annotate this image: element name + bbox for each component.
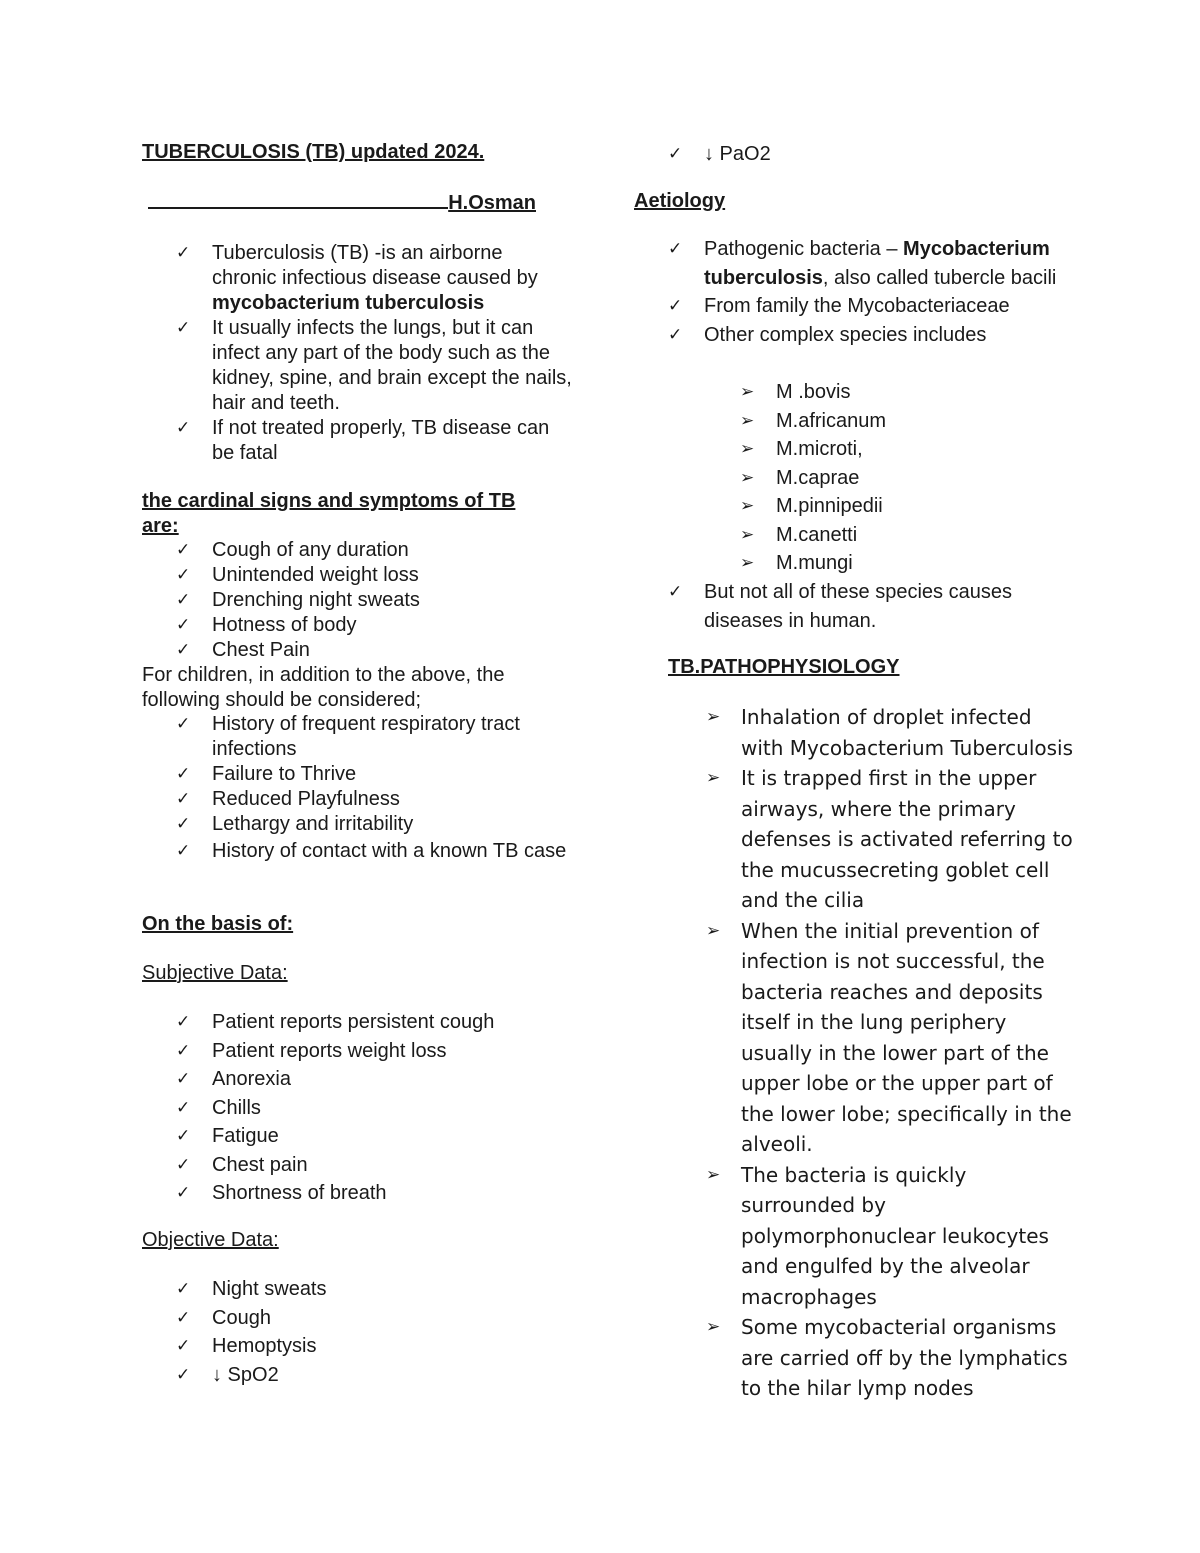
- list-item: ✓ From family the Mycobacteriaceae: [634, 292, 1074, 321]
- pathophysiology-heading: TB.PATHOPHYSIOLOGY: [668, 656, 900, 678]
- check-mark-icon: ✓: [176, 318, 191, 338]
- list-item: ✓ Patient reports persistent cough: [142, 1008, 572, 1037]
- list-item: ✓ Chest pain: [142, 1151, 572, 1180]
- list-item: ✓ If not treated properly, TB disease can be fatal: [176, 417, 550, 464]
- aetiology-list: [634, 235, 1074, 349]
- arrow-bullet-icon: ➢: [706, 1164, 721, 1185]
- check-mark-icon: ✓: [176, 640, 191, 660]
- list-item: ➢ The bacteria is quickly surrounded by polymorphonuclear leukocytes and engulfed by the alveolar macrophages: [634, 1160, 1074, 1313]
- children-note: For children, in addition to the above, the following should be considered;: [142, 664, 505, 711]
- list-item: ✓ History of contact with a known TB case: [142, 837, 572, 865]
- list-item: ✓ Hemoptysis: [142, 1332, 572, 1361]
- arrow-bullet-icon: ➢: [740, 496, 755, 516]
- check-mark-icon: ✓: [176, 1307, 191, 1328]
- check-mark-icon: ✓: [668, 582, 683, 602]
- list-item: ➢ M.canetti: [634, 521, 1074, 550]
- subjective-list: [142, 1008, 572, 1208]
- check-mark-icon: ✓: [176, 1279, 191, 1299]
- check-mark-icon: ✓: [176, 1336, 191, 1356]
- check-mark-icon: ✓: [176, 1364, 191, 1385]
- children-list: [142, 712, 572, 865]
- list-item: ✓ It usually infects the lungs, but it can infect any part of the body such as the kidney, spine, and brain except the nails, hair and teeth.: [176, 317, 572, 414]
- check-mark-icon: ✓: [668, 324, 683, 345]
- check-mark-icon: ✓: [668, 144, 683, 164]
- pathophysiology-list: [634, 702, 1074, 1404]
- list-item: ✓ Pathogenic bacteria – Mycobacterium tuberculosis, also called tubercle bacili: [634, 235, 1074, 292]
- list-item: ✓ Cough of any duration: [176, 539, 409, 561]
- aetiology-heading: Aetiology: [634, 190, 726, 212]
- basis-heading: On the basis of:: [142, 913, 294, 935]
- objective-heading: Objective Data:: [142, 1229, 279, 1251]
- list-item: ✓ ↓ PaO2: [668, 143, 771, 165]
- check-mark-icon: ✓: [176, 565, 191, 585]
- check-mark-icon: ✓: [176, 714, 191, 734]
- arrow-bullet-icon: ➢: [740, 382, 755, 402]
- list-item: ➢ M .bovis: [634, 378, 1074, 407]
- check-mark-icon: ✓: [176, 1069, 191, 1089]
- list-item: ✓ Reduced Playfulness: [176, 788, 400, 810]
- check-mark-icon: ✓: [176, 1040, 191, 1061]
- check-mark-icon: ✓: [668, 239, 683, 259]
- check-mark-icon: ✓: [176, 1126, 191, 1146]
- list-item: ✓ Shortness of breath: [142, 1179, 572, 1208]
- author-line: [142, 192, 536, 215]
- list-item: ➢ When the initial prevention of infection is not successful, the bacteria reaches and deposits itself in the lung periphery usually in the lower part of the upper lobe or the upper part of the lower lobe; specifically in the alveoli.: [634, 916, 1074, 1160]
- list-item: ➢ Inhalation of droplet infected with Mycobacterium Tuberculosis: [634, 702, 1074, 763]
- intro-list: [142, 241, 572, 466]
- check-mark-icon: ✓: [176, 814, 191, 834]
- check-mark-icon: ✓: [176, 590, 191, 610]
- document-title: TUBERCULOSIS (TB) updated 2024.: [142, 141, 485, 163]
- check-mark-icon: ✓: [176, 1154, 191, 1175]
- arrow-bullet-icon: ➢: [740, 410, 755, 431]
- list-item: ✓ Anorexia: [142, 1065, 572, 1094]
- arrow-bullet-icon: ➢: [740, 439, 755, 459]
- signs-list: [142, 538, 572, 663]
- list-item: ➢ M.caprae: [634, 464, 1074, 493]
- list-item: ✓ Chest Pain: [176, 639, 310, 661]
- list-item: ✓ Other complex species includes: [634, 321, 1074, 350]
- species-list: [634, 378, 1074, 578]
- check-mark-icon: ✓: [668, 296, 683, 316]
- list-item: ✓ Chills: [142, 1094, 572, 1123]
- check-mark-icon: ✓: [176, 1097, 191, 1118]
- list-item: ✓ ↓ SpO2: [142, 1361, 572, 1390]
- check-mark-icon: ✓: [176, 615, 191, 635]
- arrow-bullet-icon: ➢: [706, 1317, 721, 1337]
- list-item: ✓ Tuberculosis (TB) -is an airborne chronic infectious disease caused by mycobacterium tuberculosis: [176, 242, 538, 314]
- signs-heading: the cardinal signs and symptoms of TB are:: [142, 490, 516, 537]
- check-mark-icon: ✓: [176, 1183, 191, 1203]
- check-mark-icon: ✓: [176, 841, 191, 861]
- subjective-heading: Subjective Data:: [142, 962, 288, 984]
- arrow-bullet-icon: ➢: [706, 768, 721, 788]
- list-item: ✓ History of frequent respiratory tract infections: [176, 713, 520, 760]
- list-item: ✓ Fatigue: [142, 1122, 572, 1151]
- check-mark-icon: ✓: [176, 540, 191, 560]
- signature-rule: [148, 207, 448, 209]
- list-item: ✓ Night sweats: [142, 1275, 572, 1304]
- list-item: ➢ M.pinnipedii: [634, 492, 1074, 521]
- list-item: ✓ But not all of these species causes diseases in human.: [634, 578, 1064, 635]
- list-item: ➢ M.microti,: [634, 435, 1074, 464]
- objective-list: [142, 1275, 572, 1389]
- list-item: ➢ Some mycobacterial organisms are carried off by the lymphatics to the hilar lymp nodes: [634, 1312, 1074, 1404]
- arrow-bullet-icon: ➢: [706, 707, 721, 727]
- check-mark-icon: ✓: [176, 789, 191, 809]
- check-mark-icon: ✓: [176, 764, 191, 784]
- check-mark-icon: ✓: [176, 1012, 191, 1032]
- list-item: ✓ Unintended weight loss: [176, 564, 419, 586]
- objective-continued-list: [634, 141, 1074, 167]
- arrow-bullet-icon: ➢: [740, 467, 755, 488]
- list-item: ✓ Cough: [142, 1304, 572, 1333]
- list-item: ➢ M.africanum: [634, 407, 1074, 436]
- arrow-bullet-icon: ➢: [740, 553, 755, 573]
- arrow-bullet-icon: ➢: [740, 524, 755, 545]
- aetiology-end-list: [634, 578, 1064, 635]
- list-item: ✓ Hotness of body: [176, 614, 357, 636]
- list-item: ➢ It is trapped first in the upper airways, where the primary defenses is activated referring to the mucussecreting goblet cell and the cilia: [634, 763, 1074, 916]
- list-item: ✓ Patient reports weight loss: [142, 1037, 572, 1066]
- check-mark-icon: ✓: [176, 418, 191, 438]
- list-item: ✓ Failure to Thrive: [176, 763, 357, 785]
- arrow-bullet-icon: ➢: [706, 920, 721, 941]
- list-item: ✓ Lethargy and irritability: [176, 813, 414, 835]
- author-name: H.Osman: [448, 192, 536, 214]
- list-item: ➢ M.mungi: [634, 549, 1074, 578]
- list-item: ✓ Drenching night sweats: [176, 589, 420, 611]
- check-mark-icon: ✓: [176, 243, 191, 263]
